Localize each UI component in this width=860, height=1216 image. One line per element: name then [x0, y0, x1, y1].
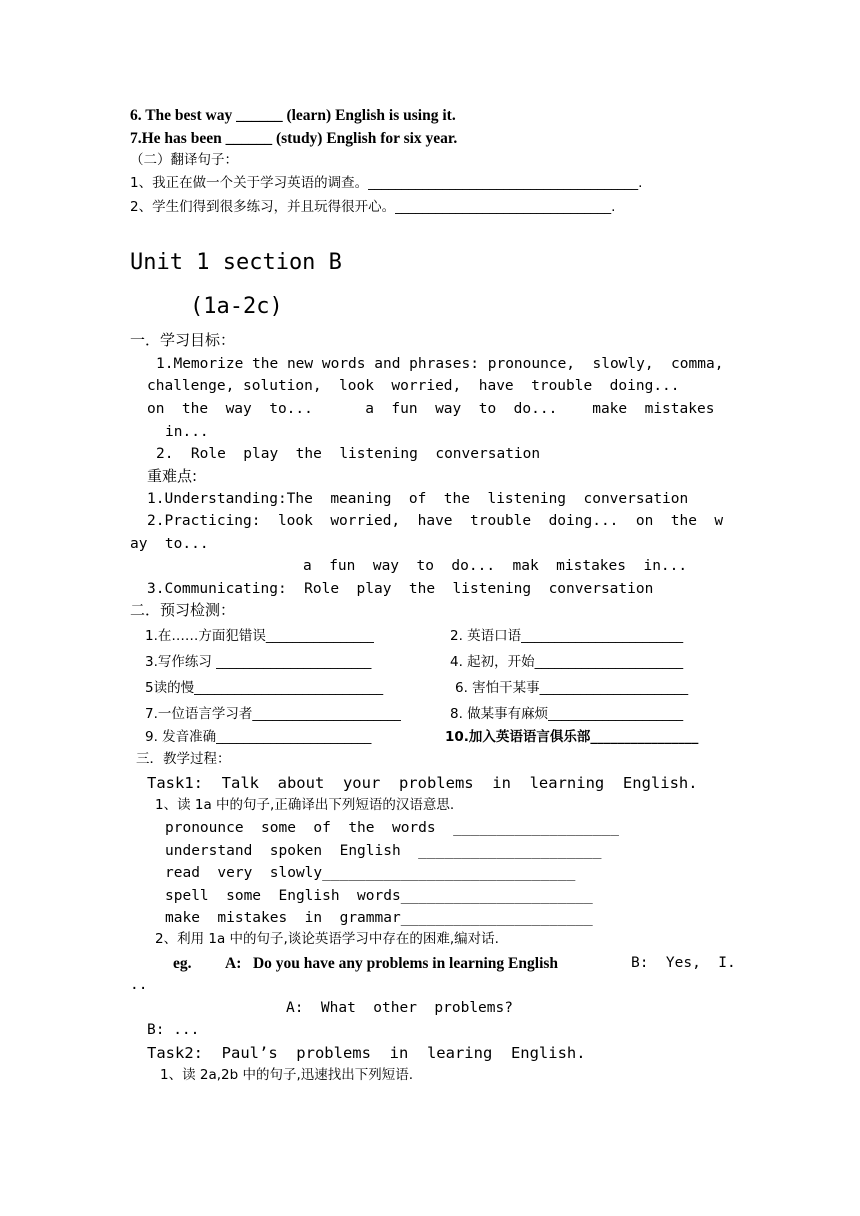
example-dots: ..: [130, 977, 148, 993]
preview-item-2: 2. 英语口语________________________: [450, 628, 684, 644]
question-6: 6. The best way ______ (learn) English is using it.: [130, 107, 456, 124]
preview-item-5: 5读的慢____________________________: [145, 680, 384, 696]
preview-item-8: 8. 做某事有麻烦____________________: [450, 706, 684, 722]
task-1-step-1: 1、读 1a 中的句子,正确译出下列短语的汉语意思.: [155, 797, 455, 813]
preview-item-9: 9. 发音准确_______________________: [145, 729, 372, 745]
focus-2-line-2: ay to...: [130, 536, 209, 552]
focus-heading: 重难点:: [147, 467, 198, 485]
translate-sentence-1: 1、我正在做一个关于学习英语的调查。________________________________________.: [130, 175, 643, 191]
translate-heading: （二）翻译句子：: [130, 152, 238, 168]
preview-item-6: 6. 害怕干某事______________________: [455, 680, 689, 696]
example-b: B: Yes, I.: [631, 955, 736, 971]
phrase-3: read very slowly_____________________________: [165, 865, 576, 881]
phrase-5: make mistakes in grammar______________________: [165, 910, 593, 926]
preview-item-7: 7.一位语言学习者______________________: [145, 706, 401, 722]
question-7: 7.He has been ______ (study) English for six year.: [130, 130, 458, 147]
translate-sentence-2: 2、学生们得到很多练习，并且玩得很开心。________________________________.: [130, 199, 616, 215]
example-b2: B: ...: [147, 1022, 200, 1038]
preview-item-4: 4. 起初，开始______________________: [450, 654, 684, 670]
focus-1: 1.Understanding:The meaning of the listening conversation: [147, 491, 689, 507]
focus-2-line-3: a fun way to do... mak mistakes in...: [303, 558, 688, 574]
focus-2-line-1: 2.Practicing: look worried, have trouble doing... on the w: [147, 513, 724, 529]
example-a2: A: What other problems?: [286, 1000, 513, 1016]
task-1: Task1: Talk about your problems in learning English.: [147, 774, 698, 792]
task-1-step-2: 2、利用 1a 中的句子,谈论英语学习中存在的困难,编对话.: [155, 931, 499, 947]
example-a: A: Do you have any problems in learning English: [225, 955, 559, 972]
unit-part: (1a-2c): [190, 294, 283, 319]
goal-1-line-4: in...: [165, 424, 209, 440]
goal-2: 2. Role play the listening conversation: [156, 446, 541, 462]
task-2-step-1: 1、读 2a,2b 中的句子,迅速找出下列短语.: [160, 1067, 414, 1083]
process-heading: 三．教学过程：: [136, 751, 231, 767]
example-label: eg.: [173, 955, 192, 972]
preview-item-10: 10.加入英语语言俱乐部________________: [445, 729, 699, 745]
goal-1-line-2: challenge, solution, look worried, have trouble doing...: [147, 378, 680, 394]
unit-title: Unit 1 section B: [130, 250, 342, 275]
phrase-4: spell some English words______________________: [165, 888, 593, 904]
task-2: Task2: Paul’s problems in learing English.: [147, 1044, 586, 1062]
goal-1-line-1: 1.Memorize the new words and phrases: pronounce, slowly, comma,: [156, 356, 724, 372]
goals-heading: 一．学习目标：: [130, 331, 236, 349]
goal-1-line-3: on the way to... a fun way to do... make mistakes: [147, 401, 715, 417]
phrase-1: pronounce some of the words ___________________: [165, 820, 619, 836]
focus-3: 3.Communicating: Role play the listening conversation: [147, 581, 654, 597]
phrase-2: understand spoken English _____________________: [165, 843, 602, 859]
preview-item-3: 3.写作练习 _______________________: [145, 654, 372, 670]
preview-heading: 二．预习检测：: [130, 601, 236, 619]
preview-item-1: 1.在……方面犯错误________________: [145, 628, 374, 644]
